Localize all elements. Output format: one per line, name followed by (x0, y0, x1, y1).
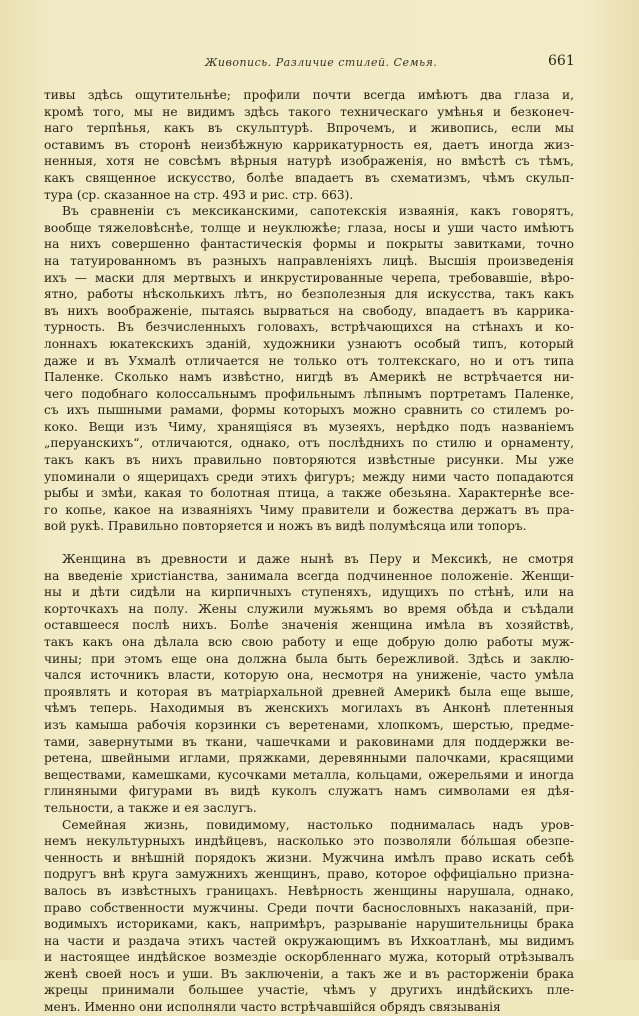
paragraph (44, 87, 574, 203)
text-line: чины; при этомъ еще она должна была быть бережливой. Здѣсь и заклю- (44, 651, 574, 666)
text-line: чѣмъ теперь. Находимыя въ женскихъ могилахъ въ Анконѣ плетенныя (44, 701, 574, 716)
text-line: и настоящее индѣйское возмездіе оскорбленнаго мужа, который отрѣзывалъ (44, 950, 574, 965)
text-line: Семейная жизнь, повидимому, настолько поднималась надъ уров- (62, 817, 574, 832)
text-line: коко. Вещи изъ Чиму, хранящіяся въ музеяхъ, нерѣдко подъ названіемъ (44, 419, 574, 434)
text-line: на части и раздача этихъ частей окружающимъ въ Ихкоатланѣ, мы видимъ (44, 933, 574, 948)
text-line: водимыхъ историками, какъ, напримѣръ, разрываніе нарушительницы брака (44, 917, 574, 932)
text-line: ченность и внѣшній порядокъ жизни. Мужчина имѣлъ право искать себѣ (44, 850, 574, 865)
text-line: ятно, работы нѣсколькихъ лѣтъ, но безполезныя для искусства, такъ какъ (44, 287, 574, 302)
text-line: Паленке. Сколько намъ извѣстно, нигдѣ въ Америкѣ не встрѣчается ни- (44, 370, 574, 385)
text-line: ненныя, хотя не совсѣмъ вѣрныя натурѣ изображенія, но вмѣстѣ съ тѣмъ, (44, 154, 574, 169)
text-line: изъ камыша рабочія корзинки съ веретенами, хлопкомъ, шерстью, предме- (44, 717, 574, 732)
text-line: какъ священное искусство, болѣе впадаетъ въ схематизмъ, чѣмъ скульп- (44, 170, 574, 185)
text-line: валось въ извѣстныхъ границахъ. Невѣрность женщины нарушала, однако, (44, 883, 574, 898)
text-line: наго терпѣнья, какъ въ скульптурѣ. Впрочемъ, и живопись, если мы (44, 121, 574, 136)
text-line: немъ некультурныхъ индѣйцевъ, насколько это позволяли бо́льшая обезпе- (44, 834, 574, 849)
text-line: чего подобнаго колоссальнымъ профильнымъ лѣпнымъ портретамъ Паленке, (44, 386, 574, 401)
text-line: корточкахъ на полу. Жены служили мужьямъ во время обѣда и съѣдали (44, 601, 574, 616)
text-line: въ нихъ воображеніе, пытаясь вырваться на свободу, впадаетъ въ каррика- (44, 303, 574, 318)
text-line: тельности, а также и ея заслугъ. (44, 800, 257, 815)
text-line: кромѣ того, мы не видимъ здѣсь такого техническаго умѣнья и безконеч- (44, 104, 574, 119)
text-line: на татуированномъ въ разныхъ направленіяхъ лицѣ. Высшія произведенія (44, 253, 574, 268)
text-line: упоминали о ящерицахъ среди этихъ фигуръ; между ними часто попадаются (44, 469, 574, 484)
text-line: даже и въ Ухмалѣ отличается не только отъ толтекскаго, но и отъ типа (44, 353, 574, 368)
paragraph (44, 203, 574, 535)
text-line: Женщина въ древности и даже нынѣ въ Перу и Мексикѣ, не смотря (62, 552, 574, 567)
text-line: тура (ср. сказанное на стр. 493 и рис. стр. 663). (44, 187, 354, 202)
text-line: право собственности мужчины. Среди почти баснословныхъ наказаній, при- (44, 900, 574, 915)
text-line: тами, завернутыми въ ткани, чашечками и раковинами для поддержки ве- (44, 734, 574, 749)
text-line: вой рукѣ. Правильно повторяется и ножъ въ видѣ полумѣсяца или топоръ. (44, 519, 527, 534)
text-line: го копье, какое на изваяніяхъ Чиму правители и божества держатъ въ пра- (44, 502, 574, 517)
text-line: менъ. Именно они исполняли часто встрѣчавшійся обрядъ связыванія (44, 1000, 501, 1015)
text-line: проявлять и которая въ матріархальной древней Америкѣ была еще выше, (44, 684, 574, 699)
text-line: турность. Въ безчисленныхъ головахъ, встрѣчающихся на стѣнахъ и ко- (44, 320, 574, 335)
running-head-title: Живопись. Различие стилей. Семья. (205, 56, 438, 69)
text-line: веществами, камешками, кусочками металла, кольцами, ожерельями и иногда (44, 767, 574, 782)
text-line: такъ какъ она дѣлала всю свою работу и еще добрую долю работы муж- (44, 635, 574, 649)
text-line: женѣ своей носъ и уши. Въ заключеніи, а такъ же и въ расторженіи брака (44, 966, 574, 981)
text-line: оставимъ въ сторонѣ неизбѣжную каррикатурность ея, даетъ иногда жиз- (44, 137, 574, 152)
text-line: на введеніе христіанства, занимала всегда подчиненное положеніе. Женщи- (44, 568, 574, 583)
text-line: оставшееся послѣ нихъ. Болѣе значенія женщина имѣла въ хозяйствѣ, (44, 618, 574, 633)
text-line: тивы здѣсь ощутительнѣе; профили почти всегда имѣютъ два глаза и, (44, 88, 574, 102)
text-line: вообще тяжеловѣснѣе, толще и неуклюжѣе; глаза, носы и уши часто имѣютъ (44, 220, 574, 235)
text-line: ихъ — маски для мертвыхъ и инкрустированные черепа, требовавшіе, вѣро- (44, 270, 574, 285)
text-line: „перуанскихъ“, отличаются, однако, отъ послѣднихъ по стилю и орнаменту, (44, 436, 574, 451)
text-line: жрецы принимали большее участіе, чѣмъ у другихъ индѣйскихъ пле- (44, 983, 574, 998)
running-head (0, 52, 639, 72)
text-line: Въ сравненіи съ мексиканскими, сапотекскія изваянія, какъ говорятъ, (62, 204, 574, 219)
body-text (44, 87, 574, 1016)
page-number: 661 (548, 53, 575, 69)
paragraph (44, 817, 574, 1016)
text-line: рыбы и змѣи, какая то болотная птица, а также обезьяна. Характернѣе все- (44, 486, 574, 501)
paragraph (44, 551, 574, 817)
text-line: ретена, швейными иглами, пряжками, деревянными палочками, красящими (44, 751, 574, 766)
text-line: чался источникъ власти, которую она, несмотря на униженіе, часто умѣла (44, 668, 574, 683)
paragraph-gap (44, 535, 574, 551)
text-line: ны и дѣти сидѣли на кирпичныхъ ступеняхъ, идущихъ по стѣнѣ, или на (44, 585, 574, 600)
text-line: лоннахъ юкатекскихъ зданій, художники узнаютъ особый типъ, который (44, 336, 574, 351)
text-line: глиняными фигурами въ видѣ куколъ служатъ намъ символами ея дѣя- (44, 784, 574, 799)
text-line: подругъ внѣ круга замужнихъ женщинъ, право, которое оффиціально призна- (44, 867, 574, 882)
text-line: съ ихъ пышными рамами, формы которыхъ можно сравнить со стилемъ ро- (44, 403, 574, 418)
text-line: такъ какъ въ нихъ правильно повторяются извѣстные рисунки. Мы уже (44, 453, 574, 468)
text-line: на нихъ совершенно фантастическія формы и покрыты завитками, точно (44, 237, 574, 252)
